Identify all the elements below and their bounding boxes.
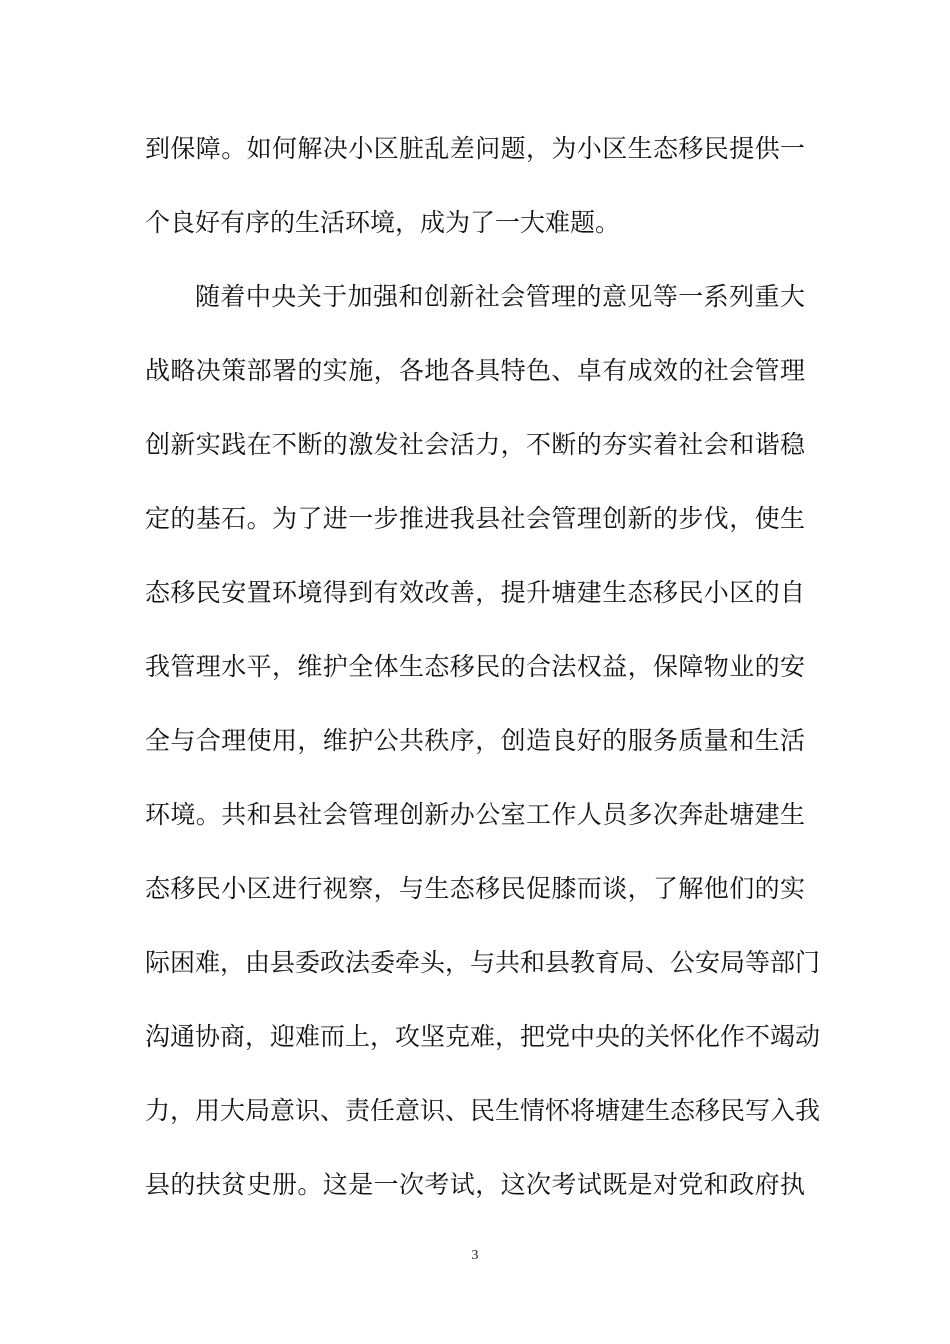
paragraph-first-line: 随着中央关于加强和创新社会管理的意见等一系列重大 bbox=[195, 282, 805, 311]
body-text-line: 全与合理使用，维护公共秩序，创造良好的服务质量和生活 bbox=[145, 726, 805, 755]
body-text-line: 个良好有序的生活环境，成为了一大难题。 bbox=[145, 208, 621, 237]
body-text-line: 态移民小区进行视察，与生态移民促膝而谈，了解他们的实 bbox=[145, 874, 805, 903]
body-text-line: 力，用大局意识、责任意识、民生情怀将塘建生态移民写入我 bbox=[145, 1096, 821, 1125]
body-text-line: 态移民安置环境得到有效改善，提升塘建生态移民小区的自 bbox=[145, 578, 805, 607]
body-text-line: 战略决策部署的实施，各地各具特色、卓有成效的社会管理 bbox=[145, 356, 805, 385]
body-text-line: 定的基石。为了进一步推进我县社会管理创新的步伐，使生 bbox=[145, 504, 805, 533]
body-text-line: 县的扶贫史册。这是一次考试，这次考试既是对党和政府执 bbox=[145, 1170, 805, 1199]
body-text-line: 我管理水平，维护全体生态移民的合法权益，保障物业的安 bbox=[145, 652, 805, 681]
page-number: 3 bbox=[471, 1248, 479, 1263]
body-text-line: 到保障。如何解决小区脏乱差问题，为小区生态移民提供一 bbox=[145, 134, 805, 163]
body-text-line: 沟通协商，迎难而上，攻坚克难，把党中央的关怀化作不竭动 bbox=[145, 1022, 821, 1051]
body-text-line: 环境。共和县社会管理创新办公室工作人员多次奔赴塘建生 bbox=[145, 800, 805, 829]
body-text-line: 际困难，由县委政法委牵头，与共和县教育局、公安局等部门 bbox=[145, 948, 821, 977]
body-text-line: 创新实践在不断的激发社会活力，不断的夯实着社会和谐稳 bbox=[145, 430, 805, 459]
